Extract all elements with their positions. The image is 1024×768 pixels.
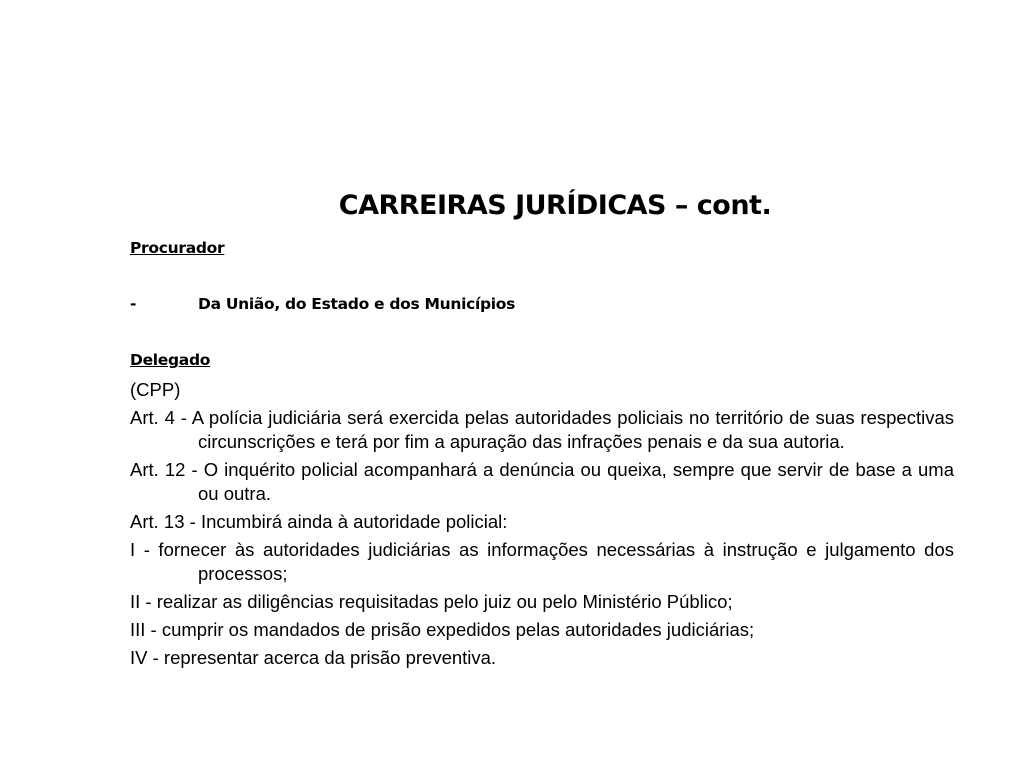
paragraph-item-iii: III - cumprir os mandados de prisão expedidos pelas autoridades judiciárias;: [130, 619, 755, 640]
bullet-marker: -: [130, 295, 137, 313]
heading-procurador: Procurador: [130, 239, 225, 257]
paragraph-art-4: Art. 4 - A polícia judiciária será exercida pelas autoridades policiais no território de suas respectivas circunscrições e terá por fim a apuração das infrações penais e da sua autoria.: [130, 407, 954, 452]
bullet-procurador-scope: [130, 295, 515, 313]
paragraph-item-i: I - fornecer às autoridades judiciárias as informações necessárias à instrução e julgamento dos processos;: [130, 539, 954, 584]
paragraph-art-12: Art. 12 - O inquérito policial acompanhará a denúncia ou queixa, sempre que servir de base a uma ou outra.: [130, 459, 954, 504]
paragraph-item-iv: IV - representar acerca da prisão preventiva.: [130, 647, 497, 668]
slide-title: CARREIRAS JURÍDICAS – cont.: [338, 190, 772, 221]
delegado-body: [130, 378, 954, 674]
heading-delegado: Delegado: [130, 351, 211, 369]
paragraph-art-13: Art. 13 - Incumbirá ainda à autoridade policial:: [130, 511, 508, 532]
bullet-text: Da União, do Estado e dos Municípios: [198, 295, 516, 313]
paragraph-cpp: (CPP): [130, 379, 181, 400]
paragraph-item-ii: II - realizar as diligências requisitadas pelo juiz ou pelo Ministério Público;: [130, 591, 733, 612]
